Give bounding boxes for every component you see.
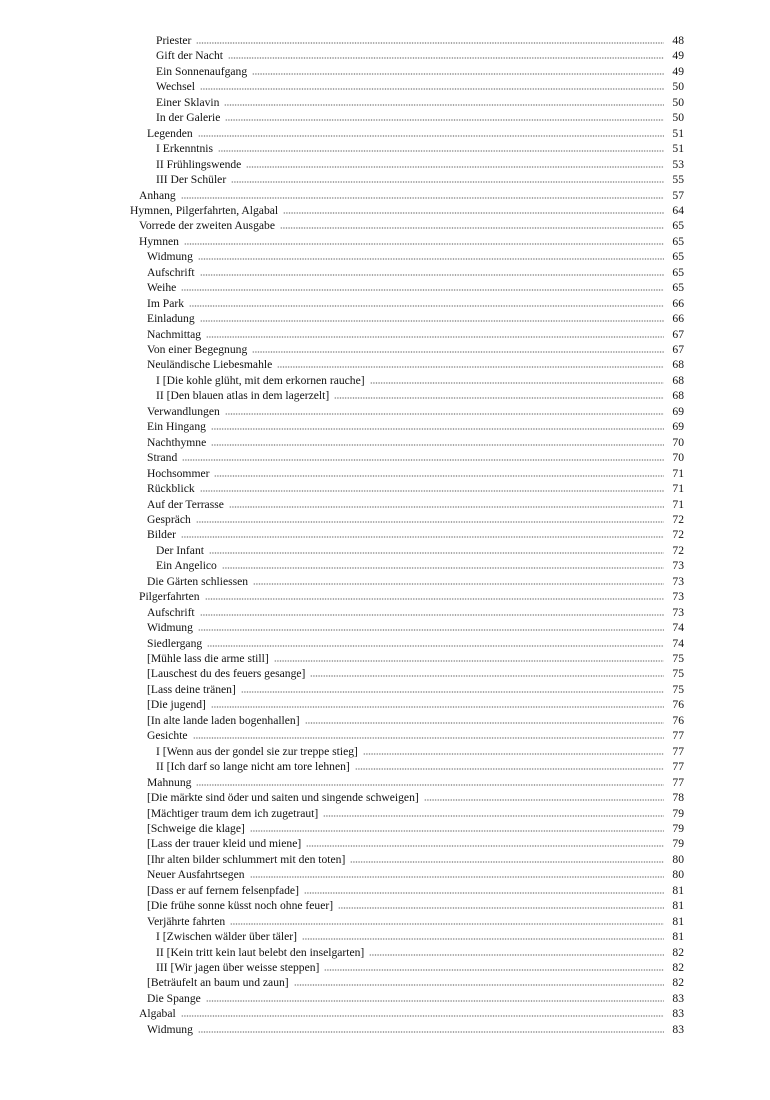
toc-entry[interactable] xyxy=(147,481,684,496)
toc-entry-page-number: 51 xyxy=(672,126,684,140)
dot-leader xyxy=(200,319,664,323)
toc-entry-title: Verwandlungen xyxy=(147,404,220,418)
dot-leader xyxy=(222,566,664,570)
toc-entry-page-number: 83 xyxy=(672,991,684,1005)
toc-entry-title: [Beträufelt an baum und zaun] xyxy=(147,976,289,990)
toc-entry-page-number: 77 xyxy=(672,760,684,774)
toc-entry-page-number: 65 xyxy=(672,281,684,295)
dot-leader xyxy=(306,844,664,848)
dot-leader xyxy=(211,427,664,431)
dot-leader xyxy=(310,674,664,678)
toc-entry-title: [Schweige die klage] xyxy=(147,821,245,835)
dot-leader xyxy=(283,211,664,215)
toc-entry-title: [Dass er auf fernem felsenpfade] xyxy=(147,883,299,897)
toc-entry-page-number: 81 xyxy=(672,930,684,944)
toc-entry[interactable] xyxy=(147,775,684,790)
toc-entry-title: Ein Sonnenaufgang xyxy=(156,64,248,78)
toc-entry-page-number: 82 xyxy=(672,976,684,990)
toc-entry[interactable] xyxy=(147,497,684,512)
toc-entry-title: Gesichte xyxy=(147,729,188,743)
toc-entry-page-number: 82 xyxy=(672,961,684,974)
toc-entry[interactable] xyxy=(147,419,684,434)
toc-entry[interactable] xyxy=(147,898,684,913)
toc-entry-page-number: 75 xyxy=(672,652,684,665)
toc-entry-title: Hochsommer xyxy=(147,466,210,480)
toc-entry-title: Vorrede der zweiten Ausgabe xyxy=(139,219,275,233)
dot-leader xyxy=(189,304,664,308)
toc-entry-page-number: 81 xyxy=(672,914,684,928)
toc-entry[interactable] xyxy=(147,666,684,681)
dot-leader xyxy=(231,180,664,184)
toc-entry-title: Hymnen xyxy=(139,234,179,248)
toc-entry-page-number: 79 xyxy=(672,806,684,820)
dot-leader xyxy=(200,273,664,277)
toc-entry[interactable] xyxy=(147,806,684,821)
toc-entry[interactable] xyxy=(147,636,684,651)
dot-leader xyxy=(211,705,664,709)
toc-entry-page-number: 69 xyxy=(672,420,684,434)
toc-entry[interactable] xyxy=(147,527,684,542)
toc-entry-title: Widmung xyxy=(147,1022,193,1036)
toc-entry-title: Widmung xyxy=(147,250,193,264)
toc-entry-page-number: 57 xyxy=(672,188,684,202)
toc-entry[interactable] xyxy=(147,975,684,990)
dot-leader xyxy=(424,798,664,802)
dot-leader xyxy=(181,288,664,292)
toc-entry-page-number: 74 xyxy=(672,636,684,650)
dot-leader xyxy=(200,613,664,617)
toc-entry-page-number: 68 xyxy=(672,373,684,387)
toc-entry-title: [Mächtiger traum dem ich zugetraut] xyxy=(147,806,319,820)
dot-leader xyxy=(324,968,664,972)
dot-leader xyxy=(241,690,664,694)
toc-entry-title: Widmung xyxy=(147,621,193,635)
toc-entry-title: [Ihr alten bilder schlummert mit den toten] xyxy=(147,852,346,866)
toc-entry[interactable] xyxy=(147,450,684,465)
toc-entry-title: II [Den blauen atlas in dem lagerzelt] xyxy=(156,389,330,403)
toc-entry[interactable] xyxy=(147,404,684,419)
toc-entry-page-number: 83 xyxy=(672,1022,684,1036)
toc-entry-page-number: 73 xyxy=(672,590,684,604)
toc-entry-page-number: 79 xyxy=(672,837,684,851)
toc-entry-title: Rückblick xyxy=(147,482,195,496)
dot-leader xyxy=(198,1030,664,1034)
toc-entry-page-number: 68 xyxy=(672,389,684,403)
dot-leader xyxy=(211,443,664,447)
toc-entry[interactable] xyxy=(147,914,684,929)
toc-entry-page-number: 81 xyxy=(672,899,684,913)
toc-entry-title: I Erkenntnis xyxy=(156,142,213,156)
toc-entry[interactable] xyxy=(156,110,684,125)
toc-entry-title: Siedlergang xyxy=(147,636,203,650)
toc-entry[interactable] xyxy=(139,589,684,604)
toc-entry[interactable] xyxy=(139,234,684,249)
dot-leader xyxy=(355,767,664,771)
toc-entry[interactable] xyxy=(156,64,684,79)
toc-entry-page-number: 55 xyxy=(672,173,684,187)
toc-entry-page-number: 66 xyxy=(672,312,684,326)
toc-entry[interactable] xyxy=(147,620,684,635)
toc-entry[interactable] xyxy=(147,342,684,357)
dot-leader xyxy=(200,489,664,493)
toc-entry-page-number: 71 xyxy=(672,497,684,511)
dot-leader xyxy=(250,875,664,879)
toc-entry-page-number: 50 xyxy=(672,111,684,125)
toc-entry[interactable] xyxy=(156,373,684,388)
toc-entry-title: [In alte lande laden bogenhallen] xyxy=(147,713,300,727)
toc-entry-page-number: 64 xyxy=(672,203,684,217)
toc-entry-title: Legenden xyxy=(147,126,193,140)
toc-entry[interactable] xyxy=(156,172,684,187)
toc-entry[interactable] xyxy=(147,697,684,712)
toc-entry-title: Anhang xyxy=(139,188,176,202)
toc-entry-page-number: 70 xyxy=(672,451,684,465)
dot-leader xyxy=(323,814,664,818)
toc-entry[interactable] xyxy=(156,744,684,759)
toc-entry-title: Algabal xyxy=(139,1007,176,1021)
toc-entry-title: III Der Schüler xyxy=(156,173,227,187)
toc-entry-title: Ein Hingang xyxy=(147,420,206,434)
toc-entry[interactable] xyxy=(147,821,684,836)
toc-entry-title: Gespräch xyxy=(147,512,191,526)
dot-leader xyxy=(206,335,664,339)
toc-entry-title: III [Wir jagen über weisse steppen] xyxy=(156,961,320,974)
toc-entry[interactable] xyxy=(156,141,684,156)
dot-leader xyxy=(225,412,664,416)
dot-leader xyxy=(209,551,664,555)
dot-leader xyxy=(334,396,664,400)
toc-entry[interactable] xyxy=(147,311,684,326)
toc-entry[interactable] xyxy=(156,95,684,110)
toc-entry-title: Neuer Ausfahrtsegen xyxy=(147,868,245,882)
toc-entry-title: Auf der Terrasse xyxy=(147,497,224,511)
dot-leader xyxy=(225,118,664,122)
toc-entry-page-number: 77 xyxy=(672,744,684,758)
toc-entry-page-number: 73 xyxy=(672,605,684,619)
toc-entry-page-number: 48 xyxy=(672,34,684,47)
toc-entry[interactable] xyxy=(147,435,684,450)
dot-leader xyxy=(181,196,664,200)
toc-entry[interactable] xyxy=(147,713,684,728)
dot-leader xyxy=(184,242,664,246)
dot-leader xyxy=(302,937,664,941)
toc-entry[interactable] xyxy=(147,1022,684,1037)
toc-entry-title: In der Galerie xyxy=(156,111,221,125)
toc-entry[interactable] xyxy=(147,836,684,851)
dot-leader xyxy=(200,87,664,91)
toc-entry-title: [Lass deine tränen] xyxy=(147,682,236,696)
toc-entry[interactable] xyxy=(130,203,684,218)
dot-leader xyxy=(350,860,664,864)
toc-entry-title: I [Zwischen wälder über täler] xyxy=(156,930,297,944)
toc-entry[interactable] xyxy=(147,466,684,481)
toc-entry[interactable] xyxy=(147,574,684,589)
toc-entry-page-number: 65 xyxy=(672,234,684,248)
toc-entry-page-number: 76 xyxy=(672,713,684,727)
dot-leader xyxy=(304,891,664,895)
toc-entry[interactable] xyxy=(147,852,684,867)
toc-entry-title: Pilgerfahrten xyxy=(139,590,200,604)
toc-entry[interactable] xyxy=(156,960,684,975)
dot-leader xyxy=(214,474,664,478)
toc-entry-title: Neuländische Liebesmahle xyxy=(147,358,273,372)
toc-entry-title: Weihe xyxy=(147,281,177,295)
toc-entry-page-number: 72 xyxy=(672,512,684,526)
toc-entry-title: Aufschrift xyxy=(147,605,195,619)
toc-entry-title: [Lauschest du des feuers gesange] xyxy=(147,667,306,681)
dot-leader xyxy=(250,829,664,833)
dot-leader xyxy=(182,458,664,462)
toc-entry-page-number: 71 xyxy=(672,466,684,480)
toc-entry-title: II [Kein tritt kein laut belebt den inselgarten] xyxy=(156,945,365,959)
dot-leader xyxy=(196,41,664,45)
toc-entry-page-number: 72 xyxy=(672,543,684,557)
dot-leader xyxy=(181,1014,664,1018)
toc-entry-title: Im Park xyxy=(147,296,185,310)
toc-entry-title: Die Spange xyxy=(147,991,201,1005)
toc-entry-title: II [Ich darf so lange nicht am tore lehnen] xyxy=(156,760,350,774)
toc-entry[interactable] xyxy=(139,1006,684,1021)
toc-entry[interactable] xyxy=(139,188,684,203)
toc-entry-title: [Die frühe sonne küsst noch ohne feuer] xyxy=(147,899,334,913)
toc-entry[interactable] xyxy=(147,728,684,743)
toc-entry[interactable] xyxy=(147,605,684,620)
toc-entry-title: Der Infant xyxy=(156,543,204,557)
dot-leader xyxy=(363,752,664,756)
dot-leader xyxy=(228,56,664,60)
dot-leader xyxy=(181,535,664,539)
toc-entry-page-number: 72 xyxy=(672,528,684,542)
dot-leader xyxy=(294,983,664,987)
toc-entry-page-number: 66 xyxy=(672,296,684,310)
toc-entry[interactable] xyxy=(147,867,684,882)
toc-entry-page-number: 82 xyxy=(672,945,684,959)
toc-entry-page-number: 77 xyxy=(672,729,684,743)
dot-leader xyxy=(274,659,664,663)
dot-leader xyxy=(229,505,664,509)
toc-entry-title: Gift der Nacht xyxy=(156,49,223,63)
toc-entry-title: [Die jugend] xyxy=(147,698,206,712)
toc-entry-title: Nachthymne xyxy=(147,435,207,449)
toc-entry[interactable] xyxy=(147,682,684,697)
dot-leader xyxy=(224,103,664,107)
toc-entry-page-number: 68 xyxy=(672,358,684,372)
toc-entry[interactable] xyxy=(147,249,684,264)
toc-entry-title: Strand xyxy=(147,451,178,465)
dot-leader xyxy=(280,226,664,230)
toc-entry-title: Mahnung xyxy=(147,775,192,789)
toc-entry-title: [Lass der trauer kleid und miene] xyxy=(147,837,302,851)
dot-leader xyxy=(193,736,664,740)
toc-entry[interactable] xyxy=(156,558,684,573)
toc-entry-page-number: 53 xyxy=(672,157,684,171)
toc-entry-page-number: 50 xyxy=(672,80,684,94)
dot-leader xyxy=(198,628,664,632)
dot-leader xyxy=(205,597,664,601)
toc-entry[interactable] xyxy=(156,157,684,172)
toc-entry-title: Bilder xyxy=(147,528,176,542)
toc-entry-title: Von einer Begegnung xyxy=(147,343,248,356)
toc-entry[interactable] xyxy=(147,265,684,280)
toc-entry[interactable] xyxy=(147,357,684,372)
toc-entry-page-number: 75 xyxy=(672,682,684,696)
dot-leader xyxy=(196,783,664,787)
toc-entry[interactable] xyxy=(147,280,684,295)
toc-entry[interactable] xyxy=(147,651,684,666)
toc-entry-page-number: 69 xyxy=(672,404,684,418)
dot-leader xyxy=(252,72,664,76)
toc-entry-title: I [Wenn aus der gondel sie zur treppe stieg] xyxy=(156,744,358,758)
toc-entry-title: I [Die kohle glüht, mit dem erkornen rauche] xyxy=(156,373,365,387)
dot-leader xyxy=(198,257,664,261)
toc-entry-page-number: 80 xyxy=(672,868,684,882)
toc-entry-page-number: 83 xyxy=(672,1007,684,1021)
toc-entry-page-number: 81 xyxy=(672,883,684,897)
dot-leader xyxy=(246,165,664,169)
toc-entry-title: Verjährte fahrten xyxy=(147,914,226,928)
toc-entry-page-number: 49 xyxy=(672,49,684,63)
dot-leader xyxy=(252,350,664,354)
toc-entry-title: Einladung xyxy=(147,312,195,326)
dot-leader xyxy=(196,520,664,524)
toc-entry-title: [Die märkte sind öder und saiten und singende schweigen] xyxy=(147,791,419,805)
toc-entry-page-number: 79 xyxy=(672,821,684,835)
dot-leader xyxy=(206,999,664,1003)
toc-entry[interactable] xyxy=(156,929,684,944)
toc-entry-page-number: 73 xyxy=(672,559,684,573)
toc-entry[interactable] xyxy=(147,512,684,527)
toc-entry-page-number: 74 xyxy=(672,621,684,635)
toc-entry-title: Aufschrift xyxy=(147,265,195,279)
dot-leader xyxy=(338,906,664,910)
toc-entry-title: Ein Angelico xyxy=(156,559,217,573)
toc-entry-page-number: 76 xyxy=(672,698,684,712)
toc-entry-page-number: 50 xyxy=(672,95,684,109)
toc-entry[interactable] xyxy=(156,388,684,403)
toc-entry-title: Wechsel xyxy=(156,80,195,94)
dot-leader xyxy=(230,922,664,926)
toc-entry[interactable] xyxy=(156,759,684,774)
toc-entry[interactable] xyxy=(147,327,684,342)
toc-entry[interactable] xyxy=(147,991,684,1006)
toc-entry-title: Einer Sklavin xyxy=(156,95,220,109)
dot-leader xyxy=(207,644,664,648)
toc-entry[interactable] xyxy=(156,33,684,48)
toc-entry-title: Nachmittag xyxy=(147,327,202,341)
dot-leader xyxy=(253,582,664,586)
toc-entry[interactable] xyxy=(147,883,684,898)
toc-entry-title: Die Gärten schliessen xyxy=(147,574,249,588)
toc-entry-title: Priester xyxy=(156,34,192,47)
toc-entry[interactable] xyxy=(156,945,684,960)
dot-leader xyxy=(198,134,664,138)
toc-entry-page-number: 65 xyxy=(672,219,684,233)
toc-entry[interactable] xyxy=(147,790,684,805)
toc-entry-page-number: 70 xyxy=(672,435,684,449)
toc-entry-title: [Mühle lass die arme still] xyxy=(147,652,269,665)
toc-entry-page-number: 65 xyxy=(672,250,684,264)
dot-leader xyxy=(277,365,664,369)
toc-entry[interactable] xyxy=(147,296,684,311)
dot-leader xyxy=(218,149,664,153)
toc-entry[interactable] xyxy=(139,218,684,233)
toc-entry-page-number: 65 xyxy=(672,265,684,279)
dot-leader xyxy=(305,721,664,725)
toc-entry-page-number: 78 xyxy=(672,791,684,805)
toc-entry[interactable] xyxy=(156,543,684,558)
dot-leader xyxy=(370,381,664,385)
dot-leader xyxy=(369,953,664,957)
toc-entry-page-number: 67 xyxy=(672,327,684,341)
toc-entry-title: II Frühlingswende xyxy=(156,157,242,171)
toc-entry-page-number: 77 xyxy=(672,775,684,789)
toc-entry-page-number: 67 xyxy=(672,343,684,356)
toc-entry-page-number: 75 xyxy=(672,667,684,681)
toc-entry-page-number: 71 xyxy=(672,482,684,496)
toc-entry[interactable] xyxy=(147,126,684,141)
toc-entry-page-number: 51 xyxy=(672,142,684,156)
toc-entry-page-number: 73 xyxy=(672,574,684,588)
toc-entry[interactable] xyxy=(156,48,684,63)
toc-entry-title: Hymnen, Pilgerfahrten, Algabal xyxy=(130,203,279,217)
toc-entry[interactable] xyxy=(156,79,684,94)
toc-entry-page-number: 80 xyxy=(672,852,684,866)
toc-entry-page-number: 49 xyxy=(672,64,684,78)
